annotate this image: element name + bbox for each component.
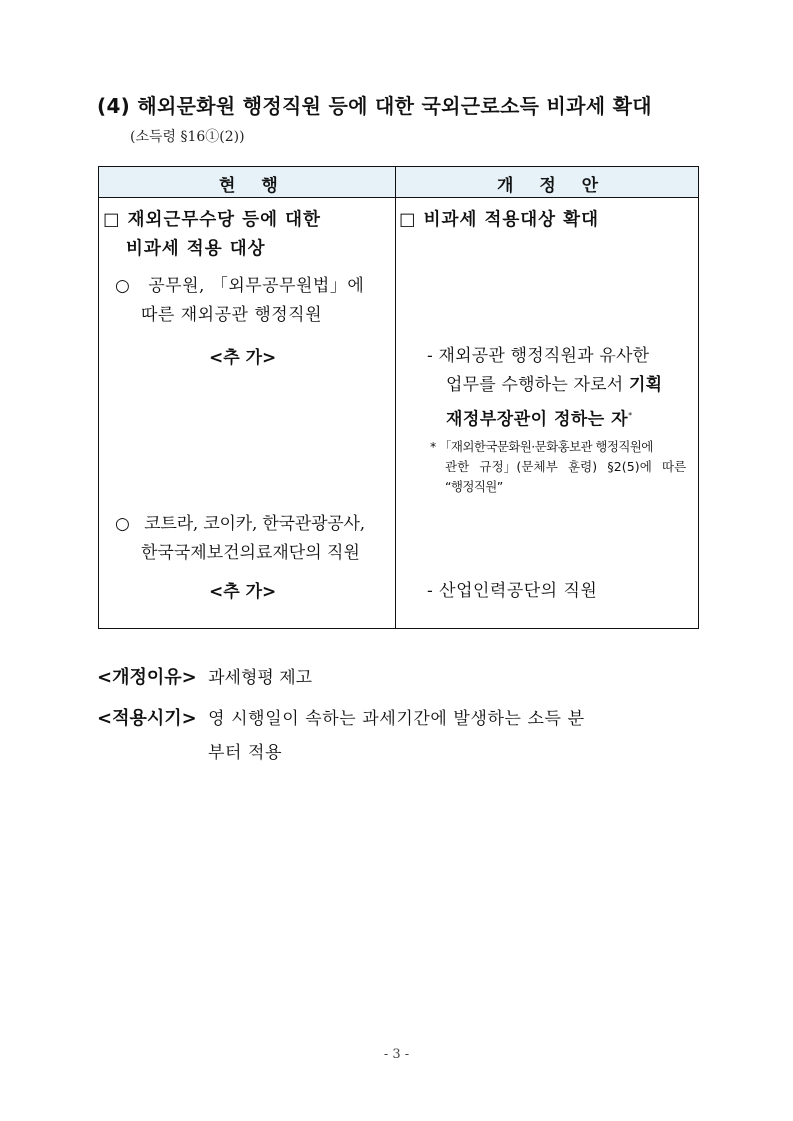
reason-label: <개정이유>: [97, 667, 197, 688]
proposed-item-1-line2: [446, 371, 662, 400]
current-bullet-2: [115, 510, 365, 539]
table-divider: [395, 167, 396, 628]
proposed-item-2: - 산업인력공단의 직원: [427, 581, 598, 601]
proposed-item-1-line3: [446, 401, 633, 435]
current-box-heading: [103, 205, 321, 235]
proposed-note-line2: 관한 규정」(문체부 훈령) §2(5)에 따른: [445, 459, 687, 474]
current-bullet-1: [115, 272, 364, 301]
current-add-1: <추 가>: [209, 348, 277, 368]
proposed-item-1-line2-text: 업무를 수행하는 자로서: [446, 375, 630, 395]
proposed-item-1-line2-bold: 기획: [629, 375, 663, 395]
section-subtitle: (소득령 §16①(2)): [130, 129, 245, 145]
comparison-table: [98, 166, 699, 629]
header-current: 현 행: [219, 176, 288, 196]
timing-label: <적용시기>: [97, 708, 197, 729]
footnote-marker: *: [628, 411, 633, 420]
timing-line1: 영 시행일이 속하는 과세기간에 발생하는 소득 분: [208, 709, 585, 729]
proposed-box-heading: [399, 205, 599, 235]
checkbox-square-icon: □: [399, 210, 417, 230]
current-box-line2: 비과세 적용 대상: [126, 239, 266, 259]
proposed-item-1-line3-text: 재정부장관이 정하는 자: [446, 409, 629, 430]
table-header: [99, 167, 698, 198]
section-title: (4) 해외문화원 행정직원 등에 대한 국외근로소득 비과세 확대: [97, 94, 652, 118]
current-box-line1: 재외근무수당 등에 대한: [127, 210, 321, 230]
current-add-2: <추 가>: [209, 582, 277, 602]
page-number: - 3 -: [383, 1047, 410, 1062]
current-bullet-1-line2: 따른 재외공관 행정직원: [141, 305, 323, 325]
current-bullet-2-line1: 코트라, 코이카, 한국관광공사,: [144, 514, 365, 534]
header-proposed: 개 정 안: [497, 176, 609, 196]
application-timing: [97, 704, 585, 730]
current-bullet-1-line1: 공무원, 「외무공무원법」에: [148, 276, 365, 296]
current-bullet-2-line2: 한국국제보건의료재단의 직원: [141, 543, 360, 563]
proposed-item-1-line1: - 재외공관 행정직원과 유사한: [427, 346, 650, 366]
proposed-note-line1: * 「재외한국문화원·문화홍보관 행정직원에: [430, 439, 653, 454]
checkbox-square-icon: □: [103, 210, 121, 230]
proposed-box-text: 비과세 적용대상 확대: [423, 210, 599, 230]
amendment-reason: [97, 663, 312, 689]
bullet-circle-icon: ○: [115, 514, 131, 534]
bullet-circle-icon: ○: [115, 276, 131, 296]
timing-line2: 부터 적용: [208, 743, 283, 763]
proposed-note-line3: “행정직원”: [445, 479, 503, 494]
reason-text: 과세형평 제고: [208, 668, 313, 688]
